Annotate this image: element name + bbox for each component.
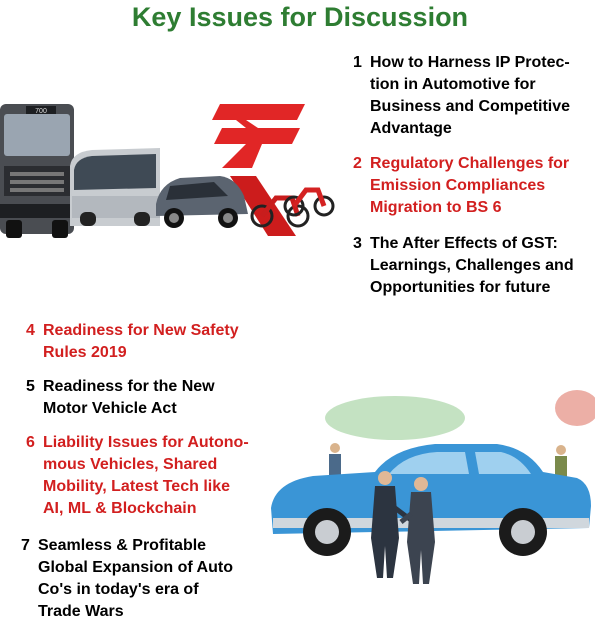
truck-icon: [0, 104, 74, 238]
issue-number: 5: [26, 378, 35, 395]
issue-item-2: [353, 153, 598, 221]
issue-item-1: [353, 52, 598, 142]
issue-text: Regulatory Challenges for Emission Compliances Migration to BS 6: [370, 155, 570, 216]
issue-text: Readiness for the New Motor Vehicle Act: [43, 378, 215, 417]
issue-number: 4: [26, 322, 35, 339]
vehicles-rupee-illustration: [0, 86, 335, 251]
suv-icon: [156, 176, 248, 228]
issue-text: Seamless & Profitable Global Expansion of Auto Co's in today's era of Trade Wars: [38, 537, 233, 620]
issue-text: How to Harness IP Protec- tion in Automotive for Business and Competitive Advantage: [370, 54, 571, 137]
truck-plate: 700: [35, 108, 47, 115]
issue-number: 1: [353, 54, 362, 71]
toy-car-illustration: [265, 378, 595, 590]
issue-item-7: [21, 535, 266, 625]
bus-icon: [70, 148, 160, 226]
issue-number: 2: [353, 155, 362, 172]
page-title: Key Issues for Discussion: [131, 2, 469, 32]
issue-number: 6: [26, 434, 35, 451]
issue-number: 3: [353, 235, 362, 252]
issue-text: Readiness for New Safety Rules 2019: [43, 322, 239, 361]
issue-text: The After Effects of GST: Learnings, Challenges and Opportunities for future: [370, 235, 574, 296]
issue-item-5: [26, 376, 266, 422]
issue-number: 7: [21, 537, 30, 554]
issue-item-3: [353, 233, 598, 301]
issue-item-6: [26, 432, 266, 522]
issue-text: Liability Issues for Autono- mous Vehicles, Shared Mobility, Latest Tech like AI, ML & Blockchain: [43, 434, 249, 517]
issue-item-4: [26, 320, 266, 366]
